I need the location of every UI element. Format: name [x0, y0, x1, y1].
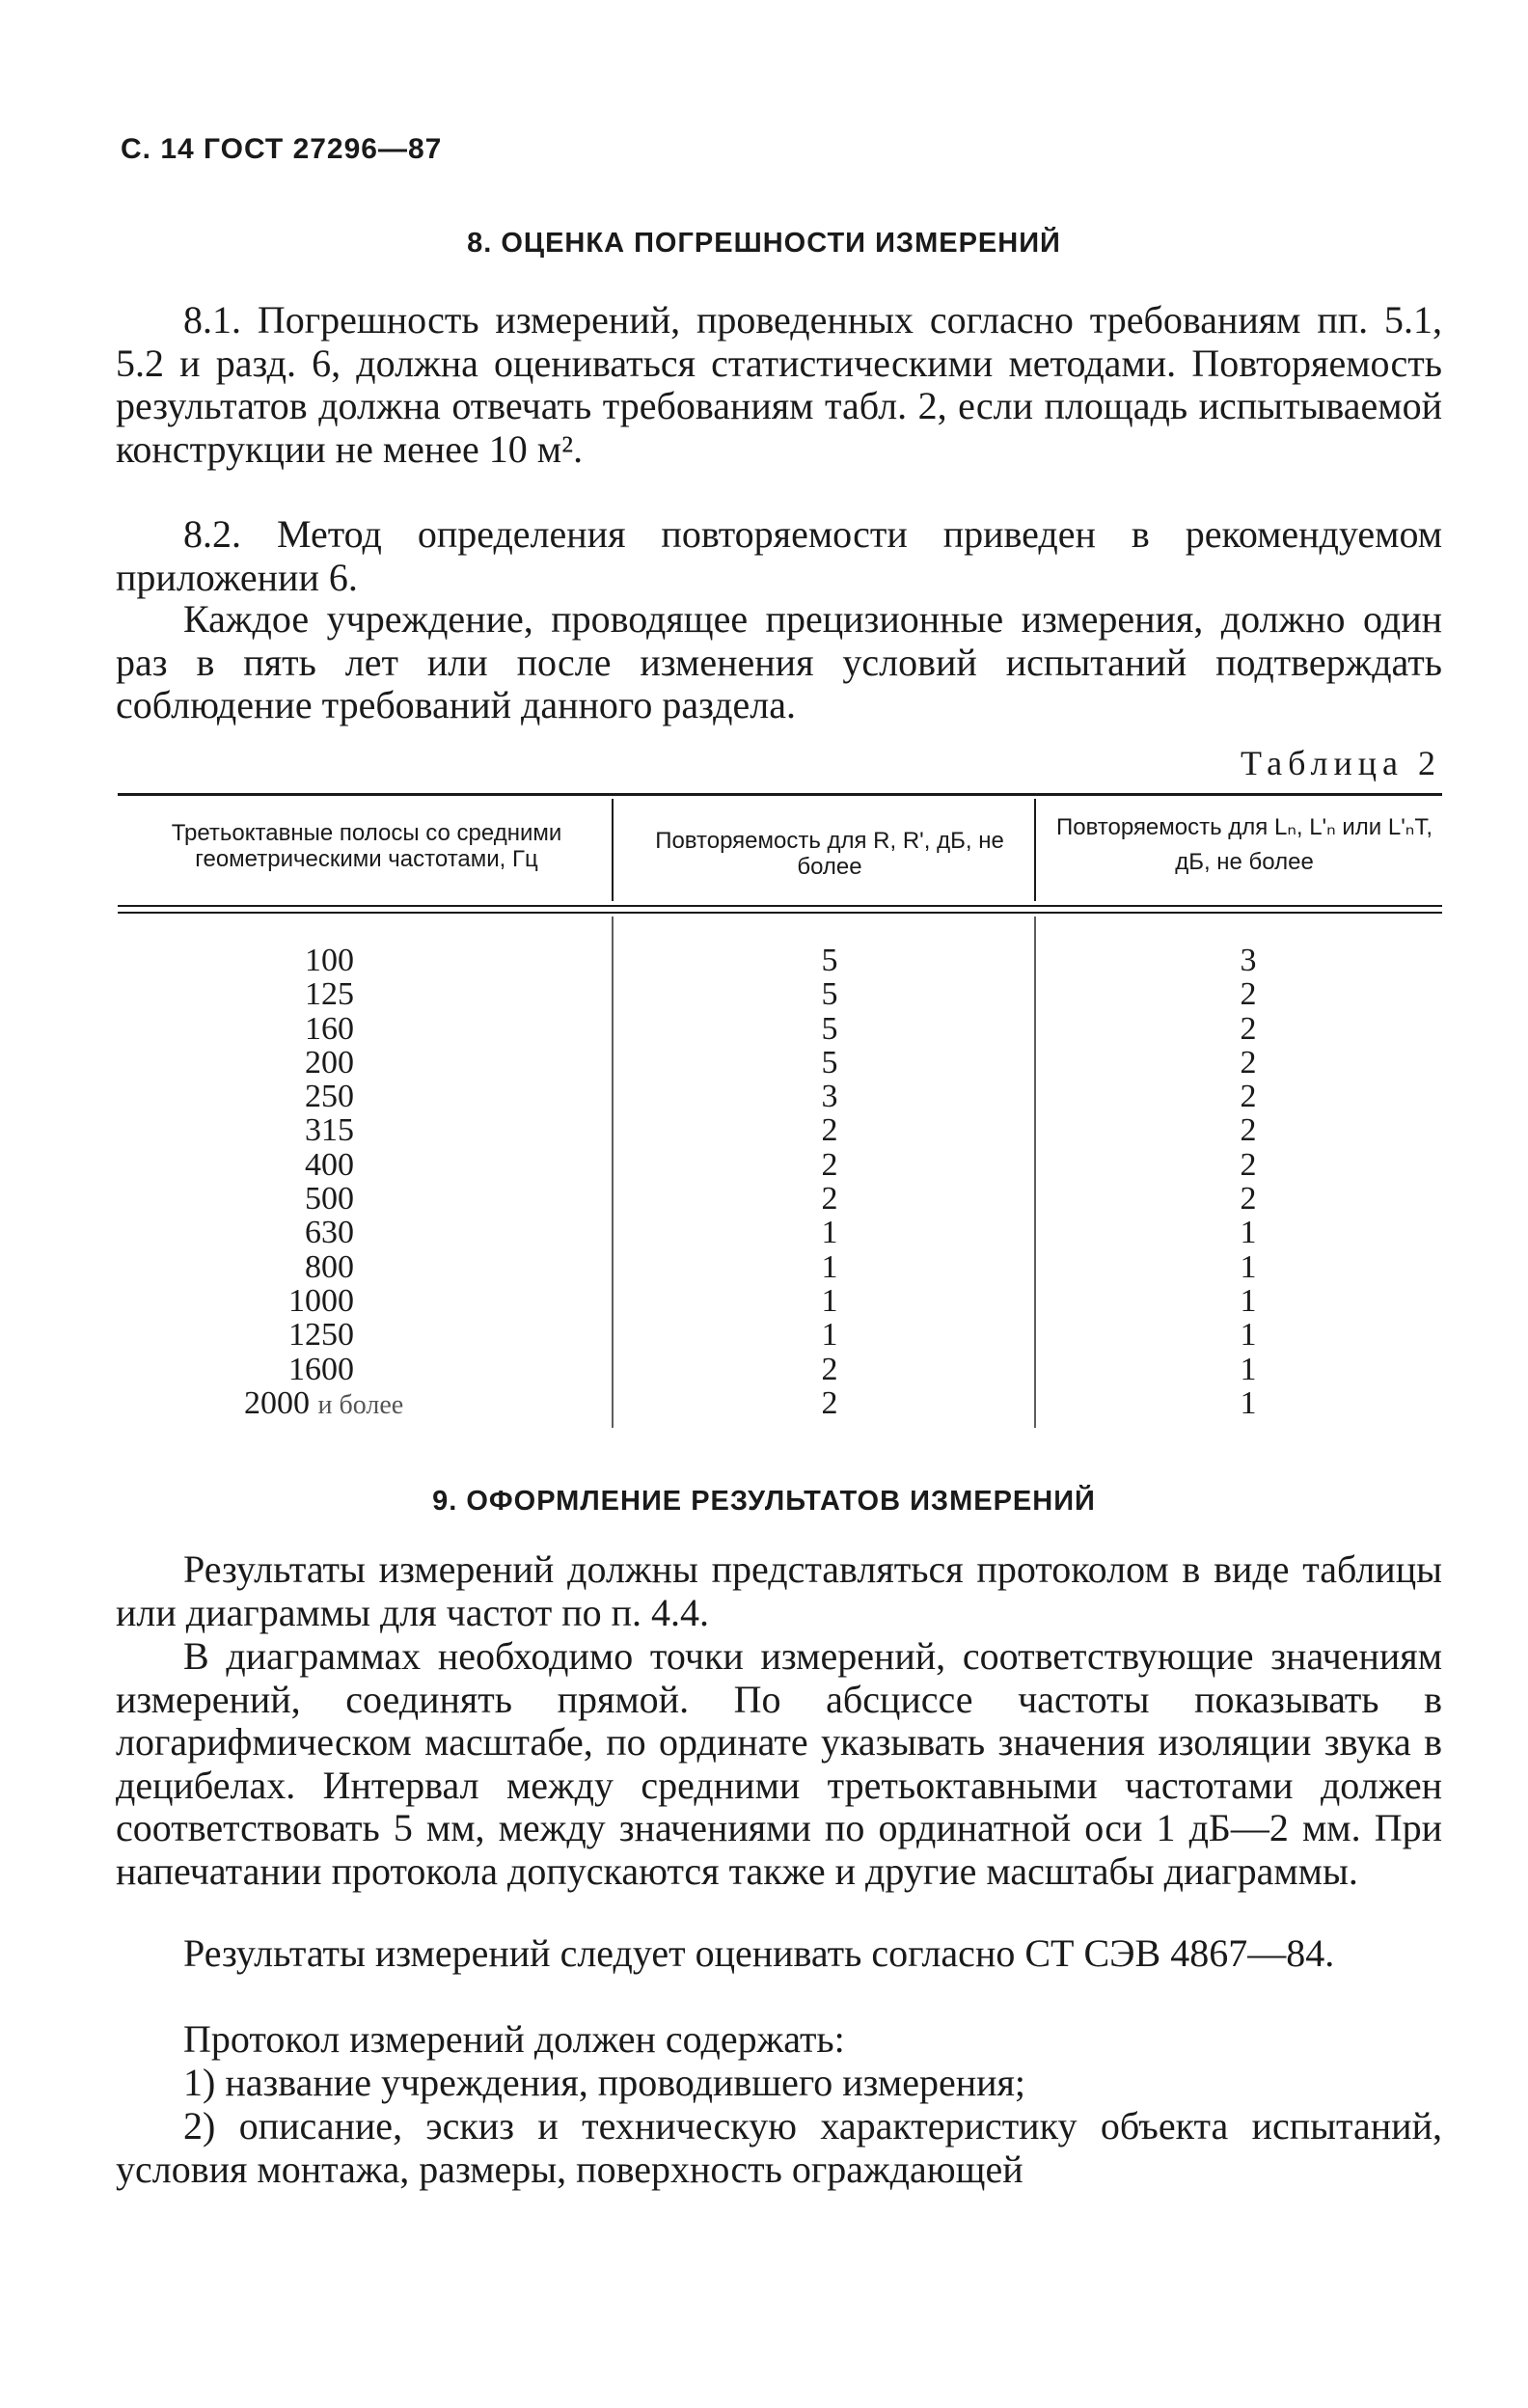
section-9-title: 9. ОФОРМЛЕНИЕ РЕЗУЛЬТАТОВ ИЗМЕРЕНИЙ [432, 1486, 1096, 1517]
col-header-r: Повторяемость для R, R', дБ, не более [655, 828, 1004, 880]
col-header-l: Повторяемость для Lₙ, L'ₙ или L'ₙT, дБ, не более [1055, 814, 1433, 875]
table-cell-r: 5 [821, 1010, 838, 1047]
table-cell-freq: 1000 [288, 1282, 354, 1319]
table-cell-r: 5 [821, 976, 838, 1013]
table-cell-freq: 1600 [288, 1351, 354, 1387]
table-cell-r: 5 [821, 943, 838, 978]
table-cell-r: 2 [821, 1112, 838, 1149]
table-cell-l: 3 [1240, 943, 1257, 978]
table-cell-r: 5 [821, 1044, 838, 1081]
table-cell-l: 1 [1240, 1282, 1257, 1319]
table-cell-r: 2 [821, 1146, 838, 1183]
col-header-frequency: Третьоктавные полосы со средними геометрическими частотами, Гц [171, 820, 562, 872]
table-cell-r: 2 [821, 1384, 838, 1421]
paragraph-8-1: 8.1. Погрешность измерений, проведенных согласно требованиям пп. 5.1, 5.2 и разд. 6, должна оцениваться статистическими методами. Повторяемость результатов должна отвечать требованиям табл. 2, если площадь испытываемой конструкции не менее 10 м². [116, 298, 1442, 471]
table-cell-freq: 100 [305, 943, 354, 978]
repeatability-l-column [1036, 944, 1460, 1420]
list-item-2: 2) описание, эскиз и техническую характеристику объекта испытаний, условия монтажа, размеры, поверхность ограждающей [116, 2104, 1442, 2191]
header-divider-1 [612, 799, 614, 901]
table-cell-r: 1 [821, 1282, 838, 1319]
table-cell-freq: 400 [305, 1146, 354, 1183]
table-cell-r: 2 [821, 1351, 838, 1387]
table-cell-r: 1 [821, 1317, 838, 1354]
table-cell-l: 1 [1240, 1215, 1257, 1251]
frequency-column [0, 944, 405, 1420]
table-cell-l: 2 [1240, 1112, 1257, 1149]
table-cell-freq: 1250 [288, 1317, 354, 1354]
table-cell-r: 2 [821, 1181, 838, 1218]
paragraph-8-3: Каждое учреждение, проводящее прецизионные измерения, должно один раз в пять лет или после изменения условий испытаний подтверждать соблюдение требований данного раздела. [116, 597, 1442, 726]
paragraph-8-2: 8.2. Метод определения повторяемости приведен в рекомендуемом приложении 6. [116, 512, 1442, 599]
list-item-1: 1) название учреждения, проводившего измерения; [183, 2061, 1026, 2104]
table-cell-l: 2 [1240, 976, 1257, 1013]
table-cell-l: 1 [1240, 1248, 1257, 1285]
body-divider-1 [612, 917, 614, 1428]
paragraph-9-3: Результаты измерений следует оценивать согласно СТ СЭВ 4867—84. [183, 1931, 1335, 1975]
table-top-rule [118, 793, 1442, 796]
table-cell-l: 2 [1240, 1181, 1257, 1218]
table-cell-freq: 500 [305, 1181, 354, 1218]
paragraph-9-2: В диаграммах необходимо точки измерений, соответствующие значениям измерений, соединять прямой. По абсциссе частоты показывать в логарифмическом масштабе, по ординате указывать значения изоляции звука в децибелах. Интервал между средними третьоктавными частотами должен соответствовать 5 мм, между значениями по ординатной оси 1 дБ—2 мм. При напечатании протокола допускаются также и другие масштабы диаграммы. [116, 1634, 1442, 1893]
table-cell-r: 1 [821, 1248, 838, 1285]
table-cell-r: 1 [821, 1215, 838, 1251]
table-cell-l: 2 [1240, 1146, 1257, 1183]
table-cell-freq: 630 [305, 1215, 354, 1251]
paragraph-9-4: Протокол измерений должен содержать: [183, 2017, 845, 2061]
table-cell-l: 2 [1240, 1079, 1257, 1115]
table-cell-freq: 160 [305, 1010, 354, 1047]
table-cell-l: 2 [1240, 1044, 1257, 1081]
table-cell-freq: 250 [305, 1079, 354, 1115]
section-8-title: 8. ОЦЕНКА ПОГРЕШНОСТИ ИЗМЕРЕНИЙ [467, 228, 1061, 259]
table-header-rule-1 [118, 905, 1442, 907]
header-divider-2 [1034, 799, 1036, 901]
table-cell-l: 2 [1240, 1010, 1257, 1047]
table-cell-l: 1 [1240, 1317, 1257, 1354]
table-cell-freq: 315 [305, 1112, 354, 1149]
table-cell-r: 3 [821, 1079, 838, 1115]
table-cell-l: 1 [1240, 1384, 1257, 1421]
table-cell-freq: 200 [305, 1044, 354, 1081]
table-cell-freq: 125 [305, 976, 354, 1013]
paragraph-9-1: Результаты измерений должны представляться протоколом в виде таблицы или диаграммы для частот по п. 4.4. [116, 1547, 1442, 1634]
repeatability-r-column [617, 944, 1042, 1420]
table-header-rule-2 [118, 912, 1442, 914]
table-cell-l: 1 [1240, 1351, 1257, 1387]
table-caption: Таблица 2 [1241, 744, 1441, 782]
table-cell-freq: 800 [305, 1248, 354, 1285]
table-cell-freq: 2000 и более [244, 1384, 404, 1421]
page-header: С. 14 ГОСТ 27296—87 [121, 133, 443, 165]
